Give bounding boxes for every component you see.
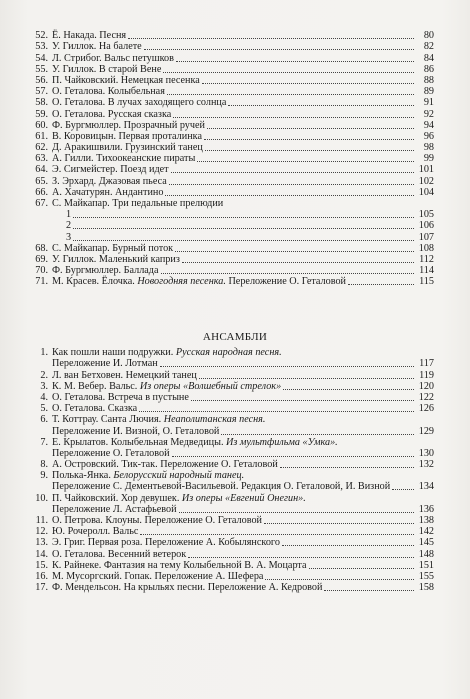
leader-dots bbox=[128, 37, 414, 39]
entry-title-text: Э. Григ. Первая роза. Переложение А. Кобылянского bbox=[52, 537, 280, 549]
entry-title bbox=[52, 459, 278, 470]
toc-entry bbox=[26, 254, 434, 265]
leader-dots bbox=[221, 433, 414, 435]
toc-entry bbox=[26, 403, 434, 414]
entry-title-text: Т. Коттрау. Санта Лючия. bbox=[52, 414, 162, 426]
entry-title bbox=[52, 276, 346, 287]
entry-number: 66. bbox=[35, 186, 48, 198]
page-number: 108 bbox=[418, 242, 434, 254]
toc-entry bbox=[26, 30, 434, 41]
toc-entry bbox=[26, 448, 434, 459]
leader-dots bbox=[207, 127, 414, 129]
entry-number: 54. bbox=[35, 52, 48, 64]
entry-title-text: С. Майкапар. Три педальные прелюдии bbox=[52, 198, 224, 209]
toc-entry bbox=[26, 142, 434, 153]
page-number: 119 bbox=[419, 369, 434, 381]
contents-list-solo bbox=[26, 30, 434, 287]
entry-title-text: 1 bbox=[66, 209, 72, 221]
entry-number: 67. bbox=[35, 198, 48, 209]
page-number: 82 bbox=[423, 41, 434, 53]
page-number: 122 bbox=[418, 391, 434, 403]
entry-title bbox=[52, 537, 280, 548]
entry-title bbox=[52, 131, 202, 142]
toc-entry bbox=[26, 492, 434, 503]
entry-title bbox=[52, 97, 226, 108]
toc-entry bbox=[26, 153, 434, 164]
entry-number: 3. bbox=[40, 380, 48, 392]
entry-title bbox=[52, 243, 173, 254]
entry-number: 70. bbox=[35, 265, 48, 277]
leader-dots bbox=[176, 60, 414, 62]
entry-number: 10. bbox=[35, 492, 48, 504]
entry-title bbox=[52, 75, 200, 86]
toc-entry bbox=[26, 425, 434, 436]
entry-title-italic: Из оперы «Волшебный стрелок» bbox=[139, 380, 282, 392]
leader-dots bbox=[169, 183, 414, 185]
toc-entry bbox=[26, 120, 434, 131]
entry-title bbox=[66, 232, 71, 243]
page-number: 80 bbox=[423, 30, 434, 42]
leader-dots bbox=[182, 261, 414, 263]
entry-title bbox=[52, 370, 197, 381]
toc-entry bbox=[26, 537, 434, 548]
entry-title-text: Переложение С. Дементьевой-Васильевой. Редакция О. Геталовой, И. Визной bbox=[52, 481, 391, 493]
entry-title bbox=[52, 30, 126, 41]
entry-title bbox=[66, 209, 71, 220]
leader-dots bbox=[265, 578, 414, 580]
toc-entry bbox=[26, 276, 434, 287]
page-number: 86 bbox=[423, 63, 434, 75]
leader-dots bbox=[188, 556, 414, 558]
entry-title-text: 3 bbox=[66, 231, 72, 243]
leader-dots bbox=[204, 138, 414, 140]
entry-title bbox=[52, 426, 219, 437]
entry-number: 56. bbox=[35, 74, 48, 86]
page-number: 105 bbox=[418, 209, 434, 221]
entry-title bbox=[52, 571, 263, 582]
entry-title-text: Ф. Бургмюллер. Баллада bbox=[52, 265, 159, 277]
entry-title bbox=[52, 176, 167, 187]
entry-title-tail: Переложение О. Геталовой bbox=[228, 276, 347, 288]
toc-entry bbox=[26, 220, 434, 231]
entry-title-italic: Новогодняя песенка. bbox=[137, 276, 226, 288]
entry-title bbox=[52, 481, 390, 492]
entry-title-text: З. Эрхард. Джазовая пьеса bbox=[52, 175, 167, 187]
entry-title-text: Д. Аракишвили. Грузинский танец bbox=[52, 142, 203, 154]
entry-title-text: У. Гиллок. Маленький каприз bbox=[52, 253, 180, 265]
toc-entry bbox=[26, 131, 434, 142]
leader-dots bbox=[205, 149, 414, 151]
page-number: 148 bbox=[418, 548, 434, 560]
toc-entry bbox=[26, 414, 434, 425]
page-number: 104 bbox=[418, 186, 434, 198]
entry-number: 59. bbox=[35, 108, 48, 120]
entry-title-text: О. Петрова. Клоуны. Переложение О. Геталовой bbox=[52, 515, 263, 526]
page-number: 107 bbox=[418, 231, 434, 243]
entry-number: 69. bbox=[35, 253, 48, 265]
page-number: 89 bbox=[423, 86, 434, 98]
entry-title bbox=[52, 504, 177, 515]
entry-number: 71. bbox=[35, 276, 48, 288]
page-number: 142 bbox=[418, 526, 434, 538]
toc-entry bbox=[26, 470, 434, 481]
entry-title-text: Переложение О. Геталовой bbox=[52, 447, 170, 459]
page-number: 96 bbox=[423, 130, 434, 142]
entry-title bbox=[52, 153, 195, 164]
entry-title-italic: Русская народная песня. bbox=[175, 347, 282, 359]
entry-title-text: Переложение И. Лотман bbox=[52, 358, 158, 370]
toc-entry bbox=[26, 392, 434, 403]
leader-dots bbox=[309, 567, 414, 569]
entry-title-text: 2 bbox=[66, 220, 72, 232]
leader-dots bbox=[73, 227, 414, 229]
leader-dots bbox=[191, 399, 414, 401]
entry-number: 55. bbox=[35, 63, 48, 75]
leader-dots bbox=[199, 377, 414, 379]
entry-title-italic: Из мультфильма «Умка». bbox=[226, 436, 338, 448]
toc-entry bbox=[26, 560, 434, 571]
entry-title-text: К. М. Вебер. Вальс. bbox=[52, 380, 138, 392]
entry-title-italic: Неаполитанская песня. bbox=[163, 414, 266, 426]
page-number: 145 bbox=[418, 537, 434, 549]
toc-entry bbox=[26, 75, 434, 86]
entry-number: 62. bbox=[35, 142, 48, 154]
leader-dots bbox=[283, 388, 414, 390]
leader-dots bbox=[73, 216, 414, 218]
entry-number: 8. bbox=[40, 459, 48, 471]
leader-dots bbox=[228, 104, 414, 106]
leader-dots bbox=[160, 365, 414, 367]
toc-entry bbox=[26, 164, 434, 175]
entry-title bbox=[52, 403, 137, 414]
entry-title-text: Л. ван Бетховен. Немецкий танец bbox=[52, 369, 197, 381]
entry-title bbox=[52, 164, 169, 175]
entry-title-text: О. Геталова. Сказка bbox=[52, 403, 138, 415]
entry-number: 6. bbox=[40, 414, 48, 426]
entry-title bbox=[52, 549, 186, 560]
entry-number: 13. bbox=[35, 537, 48, 549]
toc-entry bbox=[26, 97, 434, 108]
entry-title bbox=[52, 358, 158, 369]
entry-title bbox=[52, 53, 174, 64]
entry-title bbox=[52, 64, 161, 75]
page-number: 92 bbox=[423, 108, 434, 120]
leader-dots bbox=[348, 283, 414, 285]
leader-dots bbox=[392, 488, 414, 490]
entry-number: 9. bbox=[40, 470, 48, 482]
entry-title-text: У. Гиллок. В старой Вене bbox=[52, 63, 162, 75]
entry-title bbox=[52, 254, 180, 265]
page-number: 106 bbox=[418, 220, 434, 232]
entry-title bbox=[52, 187, 163, 198]
page-number: 94 bbox=[423, 119, 434, 131]
entry-title bbox=[52, 265, 159, 276]
entry-title bbox=[52, 560, 307, 571]
leader-dots bbox=[172, 455, 414, 457]
entry-number: 64. bbox=[35, 164, 48, 176]
page-number: 158 bbox=[418, 582, 434, 594]
leader-dots bbox=[167, 93, 414, 95]
entry-title-text: Ф. Бургмюллер. Прозрачный ручей bbox=[52, 119, 205, 131]
entry-title-text: Переложение Л. Астафьевой bbox=[52, 503, 177, 515]
toc-entry bbox=[26, 481, 434, 492]
leader-dots bbox=[144, 48, 414, 50]
leader-dots bbox=[202, 82, 414, 84]
leader-dots bbox=[179, 511, 414, 513]
leader-dots bbox=[140, 533, 414, 535]
entry-title bbox=[52, 515, 262, 526]
entry-title-text: М. Красев. Ёлочка. bbox=[52, 276, 135, 288]
entry-title bbox=[52, 41, 142, 52]
leader-dots bbox=[165, 194, 414, 196]
entry-number: 15. bbox=[35, 559, 48, 571]
toc-entry bbox=[26, 243, 434, 254]
entry-title-italic: Белорусский народный танец. bbox=[113, 470, 245, 482]
entry-number: 5. bbox=[40, 403, 48, 415]
entry-number: 52. bbox=[35, 30, 48, 42]
entry-title bbox=[52, 414, 265, 425]
page-number: 84 bbox=[423, 52, 434, 64]
page-number: 155 bbox=[418, 570, 434, 582]
leader-dots bbox=[161, 272, 414, 274]
page-number: 130 bbox=[418, 447, 434, 459]
toc-entry bbox=[26, 198, 434, 209]
entry-number: 61. bbox=[35, 130, 48, 142]
entry-title-text: Ю. Рочеролл. Вальс bbox=[52, 526, 139, 538]
entry-title-text: Как пошли наши подружки. bbox=[52, 347, 174, 359]
entry-title bbox=[52, 493, 306, 504]
entry-number: 4. bbox=[40, 391, 48, 403]
page-number: 126 bbox=[418, 403, 434, 415]
page-number: 101 bbox=[418, 164, 434, 176]
entry-title-text: О. Геталова. Встреча в пустыне bbox=[52, 391, 189, 403]
toc-entry bbox=[26, 459, 434, 470]
entry-title bbox=[52, 86, 165, 97]
entry-title bbox=[52, 470, 244, 481]
page-number: 138 bbox=[418, 515, 434, 526]
entry-title-text: А. Хачатурян. Андантино bbox=[52, 186, 164, 198]
page-number: 129 bbox=[418, 425, 434, 437]
entry-title bbox=[52, 142, 203, 153]
entry-title bbox=[52, 437, 338, 448]
toc-entry bbox=[26, 64, 434, 75]
page-number: 136 bbox=[418, 503, 434, 515]
entry-number: 11. bbox=[35, 515, 48, 526]
entry-title-text: М. Мусоргский. Гопак. Переложение А. Шефера bbox=[52, 570, 264, 582]
toc-entry bbox=[26, 358, 434, 369]
entry-title-text: К. Райнеке. Фантазия на тему Колыбельной В. А. Моцарта bbox=[52, 559, 307, 571]
toc-entry bbox=[26, 381, 434, 392]
entry-number: 60. bbox=[35, 119, 48, 131]
entry-title bbox=[66, 220, 71, 231]
page-number: 99 bbox=[423, 153, 434, 165]
page-number: 102 bbox=[418, 175, 434, 187]
entry-title-text: Переложение И. Визной, О. Геталовой bbox=[52, 425, 220, 437]
section-heading-ensembles: АНСАМБЛИ bbox=[202, 331, 268, 343]
entry-title bbox=[52, 109, 171, 120]
page-number: 98 bbox=[423, 142, 434, 154]
entry-title-text: О. Геталова. В лучах заходящего солнца bbox=[52, 97, 227, 109]
entry-title-text: О. Геталова. Русская сказка bbox=[52, 108, 172, 120]
page-number: 114 bbox=[419, 265, 434, 277]
leader-dots bbox=[163, 71, 414, 73]
entry-title-italic: Из оперы «Евгений Онегин». bbox=[181, 492, 306, 504]
entry-title-text: С. Майкапар. Бурный поток bbox=[52, 242, 174, 254]
toc-entry bbox=[26, 265, 434, 276]
entry-number: 65. bbox=[35, 175, 48, 187]
entry-title bbox=[52, 448, 170, 459]
leader-dots bbox=[175, 250, 414, 252]
toc-entry bbox=[26, 231, 434, 242]
contents-list-ensembles bbox=[26, 347, 434, 593]
toc-entry bbox=[26, 347, 434, 358]
entry-number: 12. bbox=[35, 526, 48, 538]
entry-title-text: Е. Крылатов. Колыбельная Медведицы. bbox=[52, 436, 224, 448]
toc-entry bbox=[26, 41, 434, 52]
toc-entry bbox=[26, 108, 434, 119]
entry-number: 57. bbox=[35, 86, 48, 98]
entry-number: 16. bbox=[35, 570, 48, 582]
entry-number: 1. bbox=[40, 347, 48, 359]
entry-title-text: П. Чайковский. Хор девушек. bbox=[52, 492, 180, 504]
leader-dots bbox=[324, 589, 414, 591]
toc-entry bbox=[26, 526, 434, 537]
entry-title-text: П. Чайковский. Немецкая песенка bbox=[52, 74, 200, 86]
leader-dots bbox=[280, 466, 414, 468]
page-number: 117 bbox=[419, 358, 434, 370]
entry-number: 58. bbox=[35, 97, 48, 109]
toc-entry bbox=[26, 504, 434, 515]
entry-number: 53. bbox=[35, 41, 48, 53]
entry-title bbox=[52, 582, 322, 593]
entry-title-text: Ё. Накада. Песня bbox=[52, 30, 127, 42]
toc-entry bbox=[26, 515, 434, 526]
toc-entry bbox=[26, 571, 434, 582]
entry-number: 2. bbox=[40, 369, 48, 381]
entry-number: 7. bbox=[40, 436, 48, 448]
page-number: 91 bbox=[423, 97, 434, 109]
toc-entry bbox=[26, 548, 434, 559]
entry-title bbox=[52, 526, 138, 537]
entry-number: 14. bbox=[35, 548, 48, 560]
entry-title-text: Полька-Янка. bbox=[52, 470, 111, 482]
entry-number: 68. bbox=[35, 242, 48, 254]
leader-dots bbox=[139, 410, 414, 412]
page-number: 132 bbox=[418, 459, 434, 471]
entry-title bbox=[52, 120, 205, 131]
leader-dots bbox=[73, 239, 414, 241]
leader-dots bbox=[197, 160, 414, 162]
page-number: 115 bbox=[419, 276, 434, 288]
leader-dots bbox=[282, 544, 414, 546]
toc-entry bbox=[26, 52, 434, 63]
entry-number: 63. bbox=[35, 153, 48, 165]
toc-entry bbox=[26, 187, 434, 198]
entry-title-text: Э. Сигмейстер. Поезд идет bbox=[52, 164, 169, 176]
toc-entry bbox=[26, 175, 434, 186]
page-number: 151 bbox=[418, 559, 434, 571]
toc-entry bbox=[26, 209, 434, 220]
entry-title-text: В. Коровицын. Первая проталинка bbox=[52, 130, 202, 142]
entry-title bbox=[52, 381, 281, 392]
toc-entry bbox=[26, 86, 434, 97]
entry-title bbox=[52, 198, 223, 209]
entry-title-text: А. Гилли. Тихоокеанские пираты bbox=[52, 153, 196, 165]
entry-title-text: А. Островский. Тик-так. Переложение О. Геталовой bbox=[52, 459, 278, 471]
entry-title-text: Ф. Мендельсон. На крыльях песни. Переложение А. Кедровой bbox=[52, 582, 323, 594]
leader-dots bbox=[171, 171, 414, 173]
entry-title-text: О. Геталова. Весенний ветерок bbox=[52, 548, 187, 560]
toc-entry bbox=[26, 369, 434, 380]
leader-dots bbox=[173, 116, 414, 118]
entry-number: 17. bbox=[35, 582, 48, 594]
entry-title-text: Л. Стрибог. Вальс петушков bbox=[52, 52, 174, 64]
page-number: 134 bbox=[418, 481, 434, 493]
entry-title bbox=[52, 347, 282, 358]
page-number: 112 bbox=[419, 253, 434, 265]
leader-dots bbox=[264, 522, 414, 524]
toc-entry bbox=[26, 437, 434, 448]
entry-title bbox=[52, 392, 189, 403]
page-number: 120 bbox=[418, 380, 434, 392]
entry-title-text: У. Гиллок. На балете bbox=[52, 41, 142, 53]
toc-entry bbox=[26, 582, 434, 593]
entry-title-text: О. Геталова. Колыбельная bbox=[52, 86, 165, 98]
page-number: 88 bbox=[423, 74, 434, 86]
